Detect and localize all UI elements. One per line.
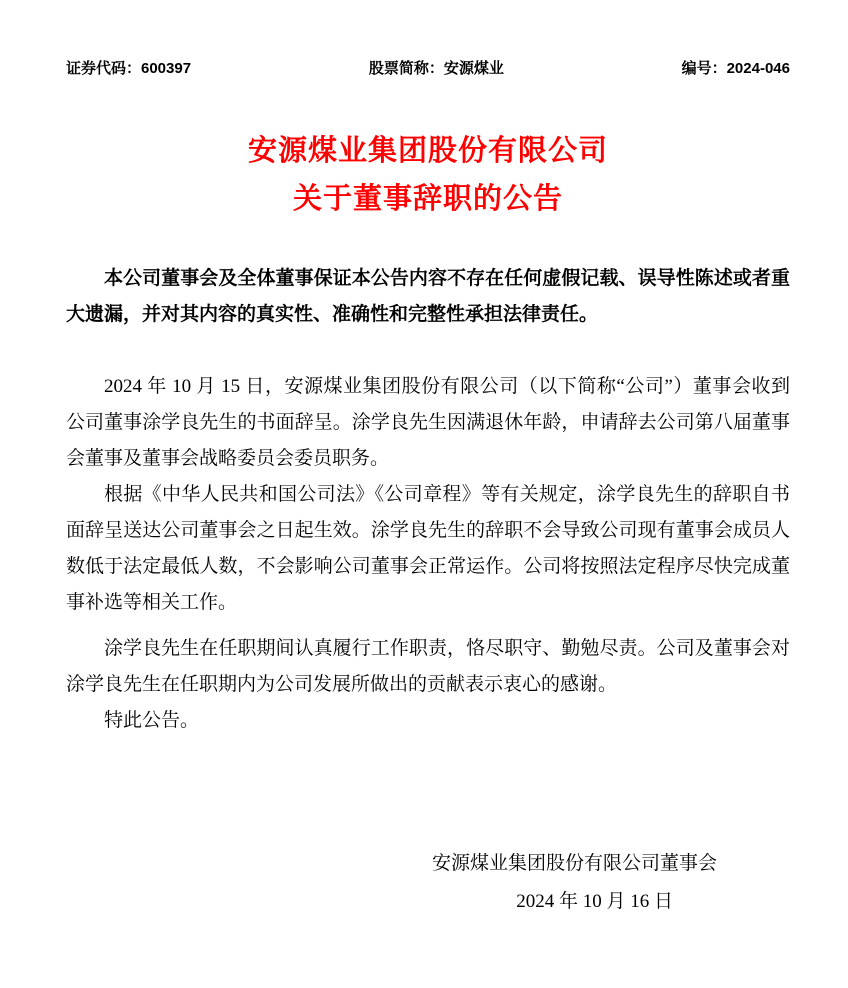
body-paragraph-gratitude: 涂学良先生在任职期间认真履行工作职责，恪尽职守、勤勉尽责。公司及董事会对涂学良先生在任职期内为公司发展所做出的贡献表示衷心的感谢。 <box>66 638 790 695</box>
stock-name-label: 股票简称：安源煤业 <box>368 60 504 77</box>
signature-block <box>66 849 790 917</box>
signature-date: 2024 年 10 月 16 日 <box>516 891 673 912</box>
disclaimer-paragraph: 本公司董事会及全体董事保证本公告内容不存在任何虚假记载、误导性陈述或者重大遗漏，并对其内容的真实性、准确性和完整性承担法律责任。 <box>66 268 790 325</box>
document-number-label: 编号：2024-046 <box>681 60 790 77</box>
title-announcement-subject: 关于董事辞职的公告 <box>292 183 563 215</box>
body-paragraph-closing: 特此公告。 <box>104 710 200 731</box>
announcement-title <box>66 127 790 223</box>
stock-code-label: 证券代码：600397 <box>66 60 192 77</box>
body-paragraph-resignation-notice: 2024 年 10 月 15 日，安源煤业集团股份有限公司（以下简称“公司”）董事会收到公司董事涂学良先生的书面辞呈。涂学良先生因满退休年龄，申请辞去公司第八届董事会董事及董事会战略委员会委员职务。 <box>66 376 790 469</box>
document-header <box>66 58 790 80</box>
body-paragraph-legal-effect: 根据《中华人民共和国公司法》《公司章程》等有关规定，涂学良先生的辞职自书面辞呈送达公司董事会之日起生效。涂学良先生的辞职不会导致公司现有董事会成员人数低于法定最低人数，不会影响公司董事会正常运作。公司将按照法定程序尽快完成董事补选等相关工作。 <box>66 484 790 613</box>
signature-company: 安源煤业集团股份有限公司董事会 <box>431 853 717 874</box>
title-company-name: 安源煤业集团股份有限公司 <box>247 135 608 167</box>
